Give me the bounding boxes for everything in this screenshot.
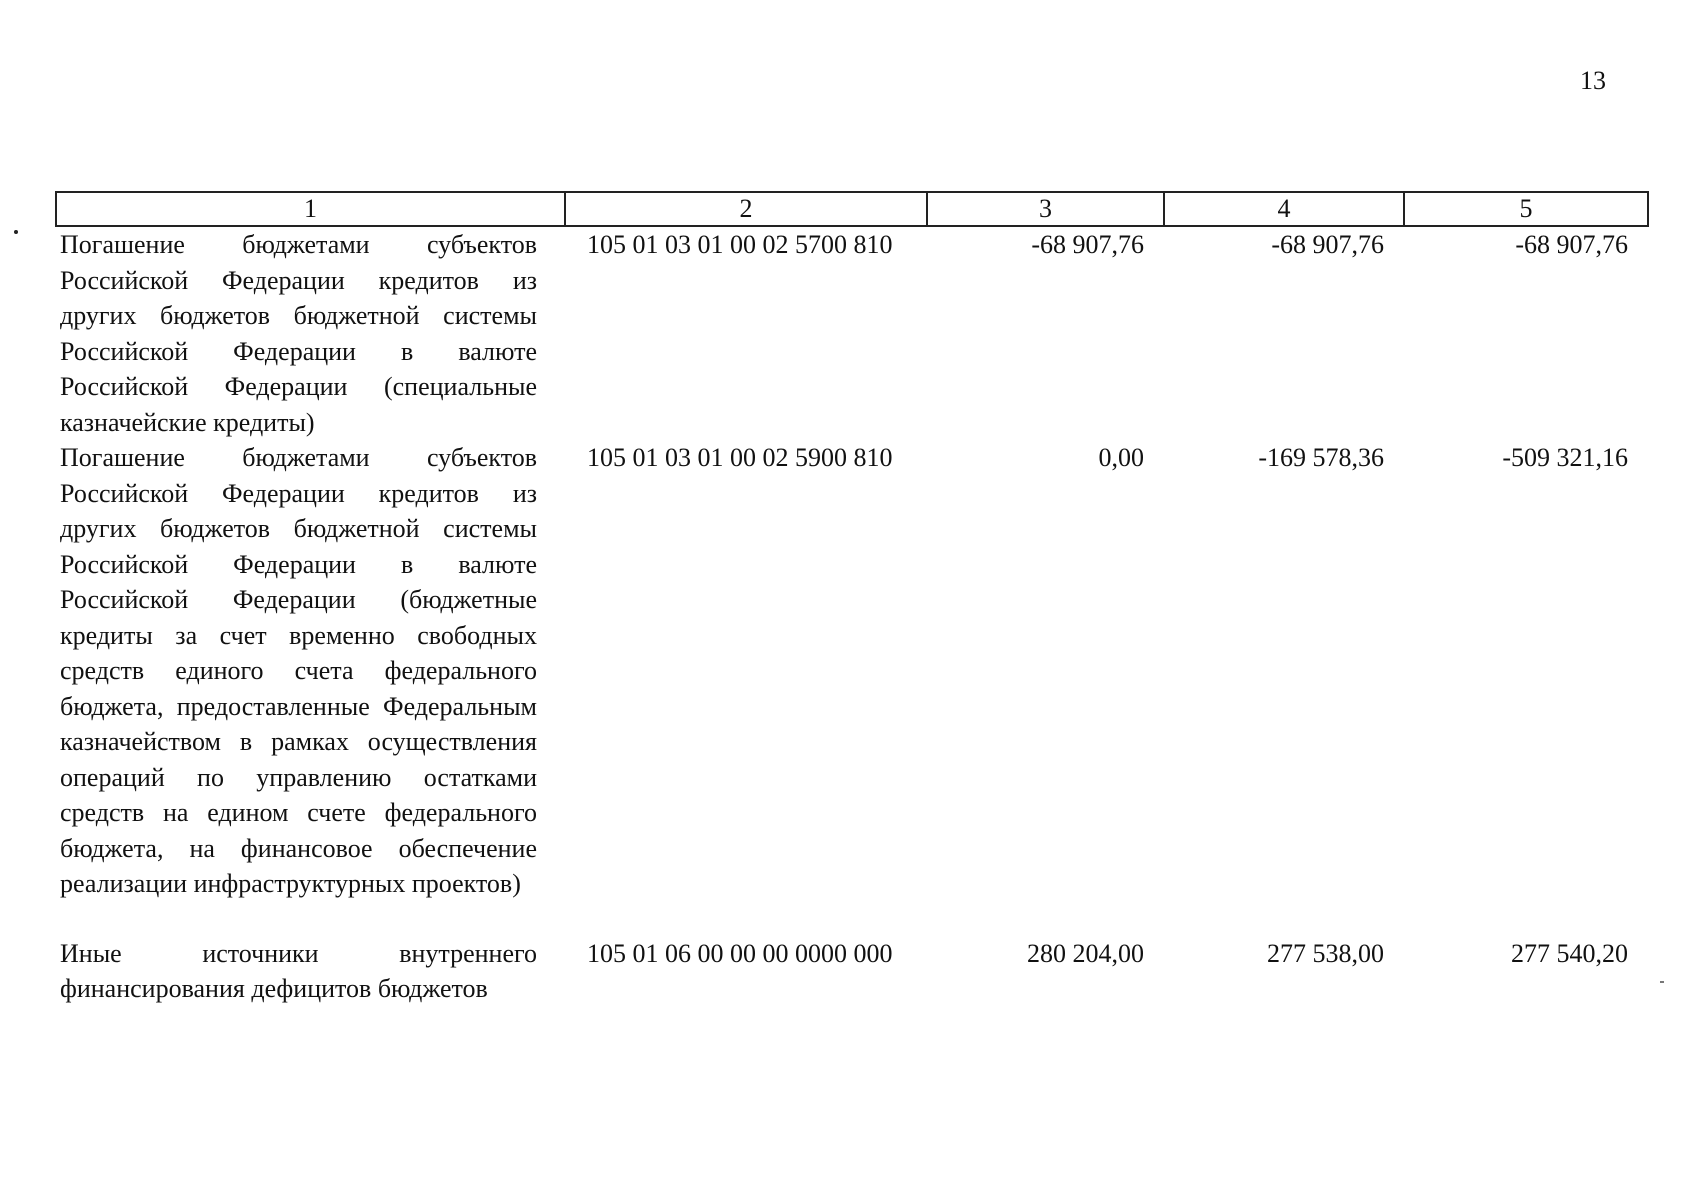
table-body [56,226,1648,1007]
column-header-5: 5 [1404,192,1648,226]
spacer-cell [56,902,1648,936]
row-name: Погашение бюджетами субъектов Российской Федерации кредитов из других бюджетов бюджетной системы Российской Федерации в валюте Российской Федерации (специальные казначейские кредиты) [60,230,537,437]
page-number: 13 [1580,66,1606,95]
header-row [56,192,1648,226]
budget-sources-table [55,191,1649,1007]
row-value-col4: -68 907,76 [1271,230,1384,259]
row-value-col5: 277 540,20 [1511,938,1628,968]
scan-speck [1660,981,1664,983]
row-value-col4: 277 538,00 [1267,938,1384,968]
table-header [56,192,1648,226]
column-header-2: 2 [565,192,927,226]
table-row [56,936,1648,1007]
row-value-col3: 0,00 [1098,443,1144,472]
scan-speck [14,230,18,234]
row-value-col4: -169 578,36 [1258,443,1384,472]
row-value-col3: 280 204,00 [1027,938,1144,968]
column-header-4: 4 [1164,192,1404,226]
row-name: Погашение бюджетами субъектов Российской Федерации кредитов из других бюджетов бюджетной системы Российской Федерации в валюте Российской Федерации (бюджетные кредиты за счет временно свободных средств единого счета федерального бюджета, предоставленные Федеральным казначейством в рамках осуществления операций по управлению остатками средств на едином счете федерального бюджета, на финансовое обеспечение реализации инфраструктурных проектов) [60,443,537,898]
row-value-col5: -68 907,76 [1515,230,1628,259]
row-value-col3: -68 907,76 [1031,230,1144,259]
column-header-1: 1 [56,192,565,226]
column-header-3: 3 [927,192,1164,226]
row-name: Иные источники внутреннего финансирования дефицитов бюджетов [60,938,537,1003]
row-spacer [56,902,1648,936]
row-value-col5: -509 321,16 [1502,443,1628,472]
row-code: 105 01 03 01 00 02 5900 810 [587,443,893,472]
table-row [56,440,1648,902]
row-code: 105 01 03 01 00 02 5700 810 [587,230,893,259]
row-code: 105 01 06 00 00 00 0000 000 [587,938,893,968]
table-row [56,226,1648,440]
